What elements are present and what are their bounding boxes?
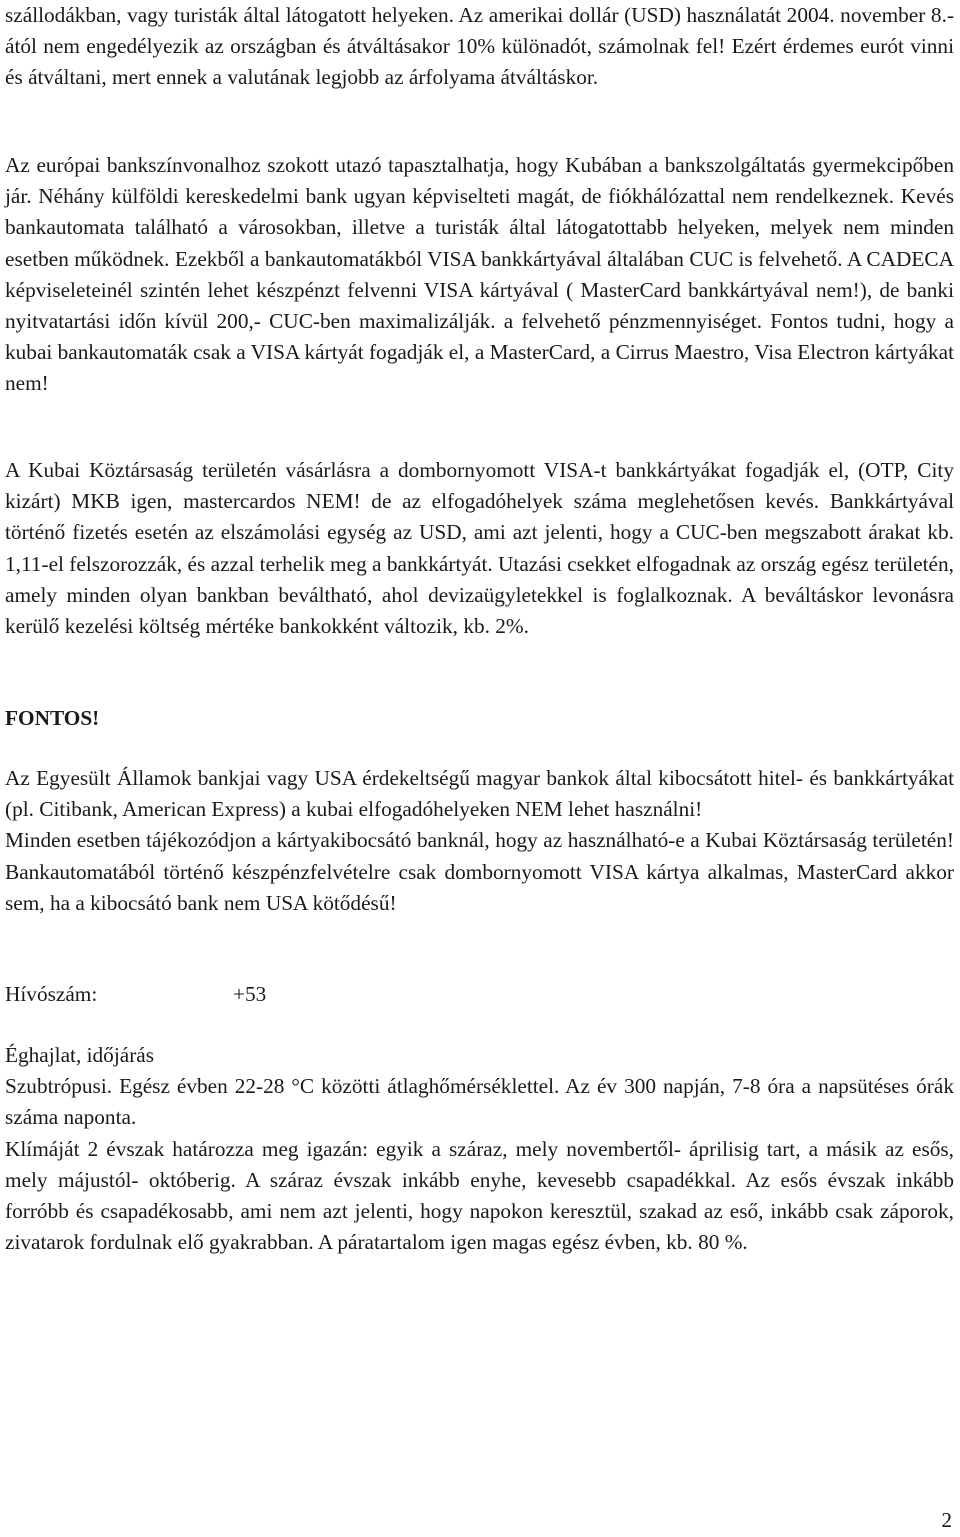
paragraph-currency (5, 0, 954, 94)
heading-text: FONTOS! (5, 706, 100, 730)
paragraph-text: Az európai bankszínvonalhoz szokott utazó tapasztalhatja, hogy Kubában a bankszolgáltatás gyermekcipőben jár. Néhány külföldi kereskedelmi bank ugyan képviselteti magát, de fiókhálózattal nem rendelkeznek. Kevés bankautomata található a városokban, illetve a turisták által látogatottabb helyeken, melyek nem minden esetben működnek. Ezekből a bankautomatákból VISA bankkártyával általában CUC is felvehető. A CADECA képviseleteinél szintén lehet készpénzt felvenni VISA kártyával ( MasterCard bankkártyával nem!), de banki nyitvatartási időn kívül 200,- CUC-ben maximalizálják. a felvehető pénzmennyiséget. Fontos tudni, hogy a kubai bankautomaták csak a VISA kártyát fogadják el, a MasterCard, a Cirrus Maestro, Visa Electron kártyákat nem! (5, 153, 954, 396)
dial-code-row (5, 979, 266, 1010)
important-heading (5, 703, 954, 734)
paragraph-banking (5, 150, 954, 400)
paragraph-text: szállodákban, vagy turisták által látogatott helyeken. Az amerikai dollár (USD) használatát 2004. november 8.-ától nem engedélyezik az országban és átváltásakor 10% különadót, számolnak fel! Ezért érdemes eurót vinni és átváltani, mert ennek a valutának legjobb az árfolyama átváltáskor. (5, 3, 954, 90)
climate-section (5, 1040, 954, 1258)
paragraph-text: Az Egyesült Államok bankjai vagy USA érdekeltségű magyar bankok által kibocsátott hitel- és bankkártyákat (pl. Citibank, American Express) a kubai elfogadóhelyeken NEM lehet használni! (5, 766, 954, 822)
paragraph-us-cards (5, 763, 954, 919)
paragraph-text: Szubtrópusi. Egész évben 22-28 °C közötti átlaghőmérséklettel. Az év 300 napján, 7-8 óra a napsütéses órák száma naponta. (5, 1074, 954, 1130)
page-number: 2 (941, 1508, 952, 1532)
climate-heading: Éghajlat, időjárás (5, 1043, 155, 1067)
paragraph-text: A Kubai Köztársaság területén vásárlásra a dombornyomott VISA-t bankkártyákat fogadják el, (OTP, City kizárt) MKB igen, mastercardos NEM! de az elfogadóhelyek száma meglehetősen kevés. Bankkártyával történő fizetés esetén az elszámolási egység az USD, ami azt jelenti, hogy a CUC-ben megszabott árakat kb. 1,11-el felszorozzák, és azzal terhelik meg a bankkártyát. Utazási csekket elfogadnak az ország egész területén, amely minden olyan bankban beváltható, ahol devizaügyletekkel is foglalkoznak. A beváltáskor levonásra kerülő kezelési költség mértéke bankokként változik, kb. 2%. (5, 458, 954, 639)
paragraph-card-payment (5, 455, 954, 642)
dial-code-label: Hívószám: (5, 982, 98, 1006)
dial-code-value: +53 (233, 982, 267, 1006)
paragraph-text: Minden esetben tájékozódjon a kártyakibocsátó banknál, hogy az használható-e a Kubai Köztársaság területén! Bankautomatából történő készpénzfelvételre csak dombornyomott VISA kártya alkalmas, MasterCard akkor sem, ha a kibocsátó bank nem USA kötődésű! (5, 828, 954, 915)
paragraph-text: Klímáját 2 évszak határozza meg igazán: egyik a száraz, mely novembertől- áprilisig tart, a másik az esős, mely májustól- októberig. A száraz évszak inkább enyhe, kevesebb csapadékkal. Az esős évszak inkább forróbb és csapadékosabb, ami nem azt jelenti, hogy napokon keresztül, szakad az eső, inkább csak záporok, zivatarok fordulnak elő gyakrabban. A páratartalom igen magas egész évben, kb. 80 %. (5, 1136, 954, 1255)
